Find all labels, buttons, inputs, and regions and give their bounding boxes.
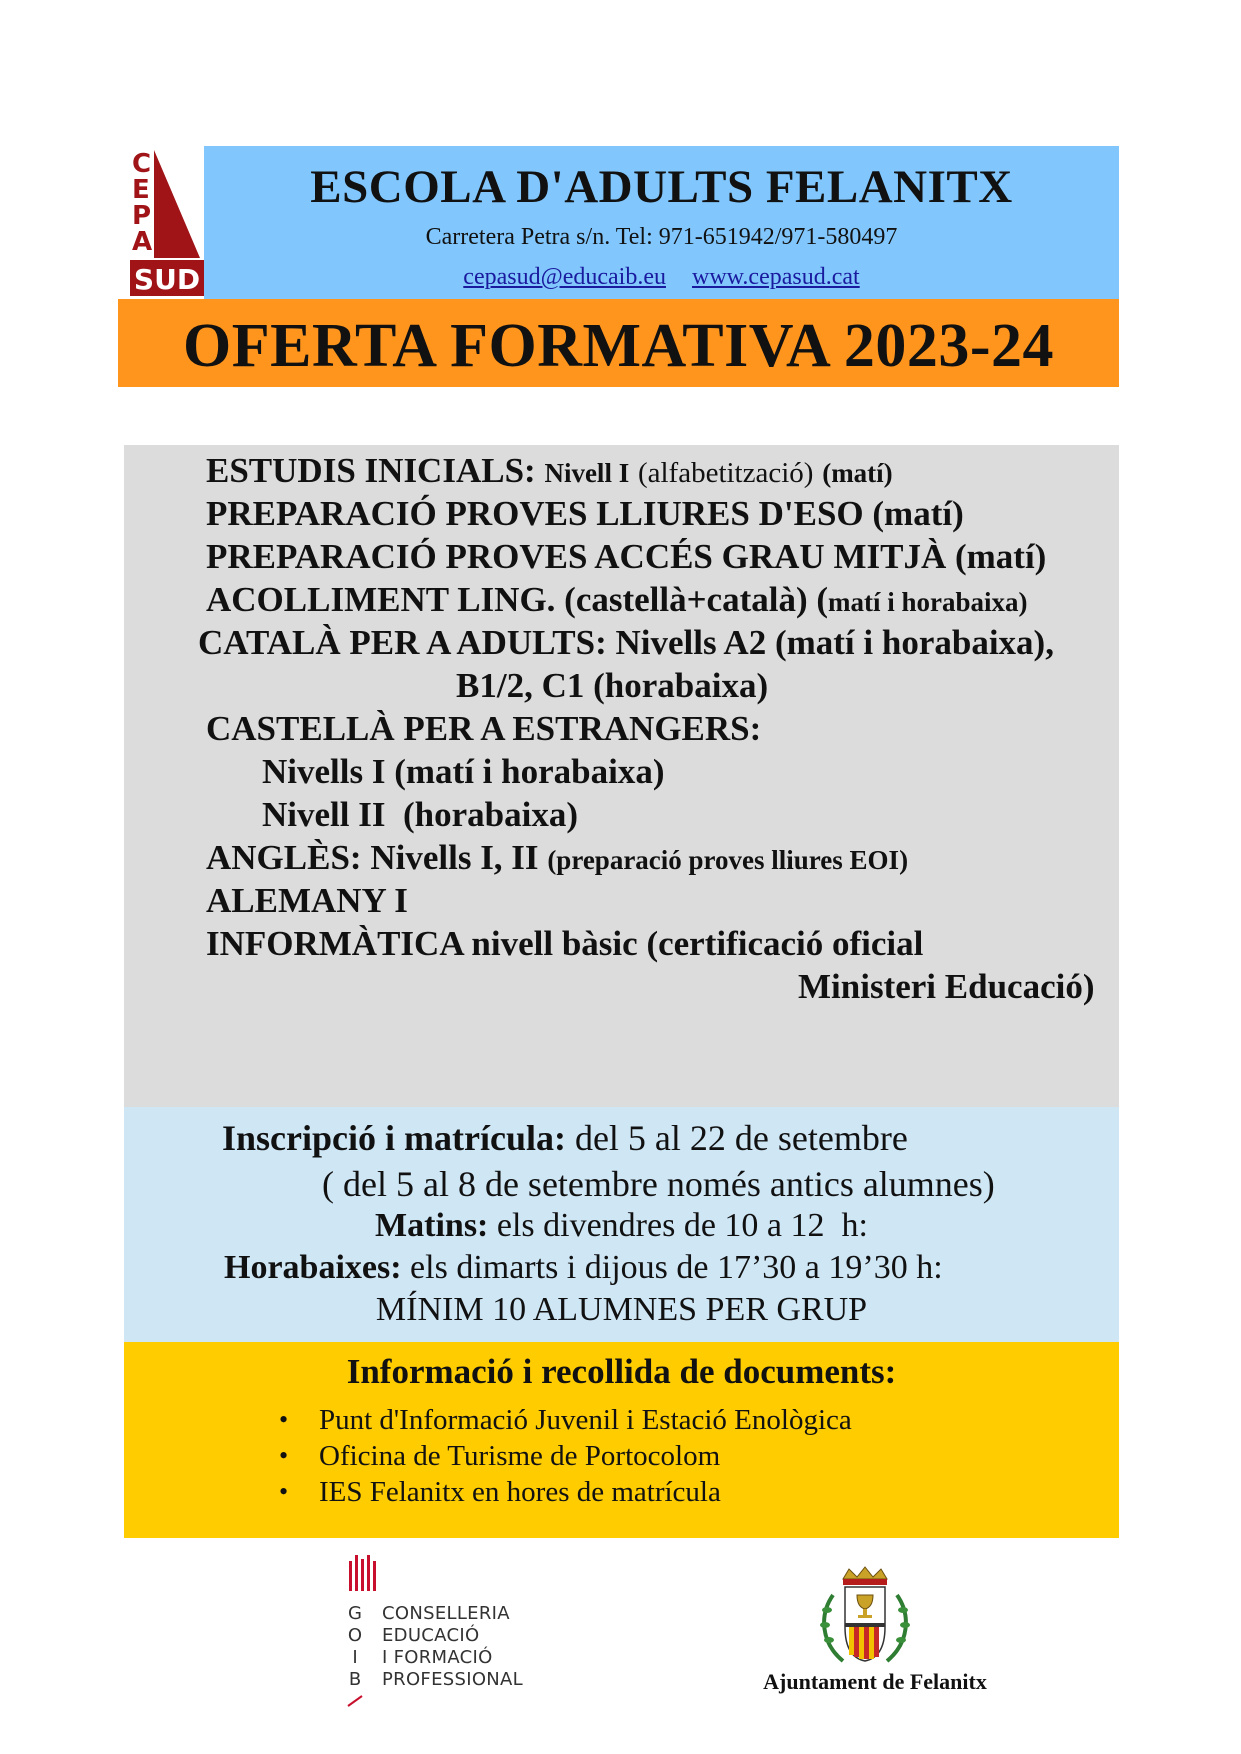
email-link[interactable]: cepasud@educaib.eu bbox=[463, 264, 666, 290]
course-estudis-inicials: ESTUDIS INICIALS: Nivell I (alfabetització) (matí) bbox=[206, 451, 893, 490]
course-informatica-line1: INFORMÀTICA nivell bàsic (certificació oficial bbox=[206, 924, 924, 963]
list-item: • IES Felanitx en hores de matrícula bbox=[279, 1474, 852, 1510]
svg-text:A: A bbox=[132, 227, 153, 257]
course-catala-line2: B1/2, C1 (horabaixa) bbox=[456, 666, 769, 705]
course-castella-level2: Nivell II (horabaixa) bbox=[262, 795, 578, 834]
cepa-sud-logo bbox=[130, 146, 204, 296]
offer-title: OFERTA FORMATIVA 2023-24 bbox=[183, 312, 1054, 380]
goib-logo bbox=[345, 1555, 565, 1715]
course-castella-title: CASTELLÀ PER A ESTRANGERS: bbox=[206, 709, 762, 748]
website-link[interactable]: www.cepasud.cat bbox=[691, 264, 860, 290]
svg-text:C: C bbox=[132, 149, 152, 179]
svg-text:SUD: SUD bbox=[133, 263, 201, 296]
minimum-students: MÍNIM 10 ALUMNES PER GRUP bbox=[375, 1291, 868, 1328]
goib-letters: G O I B bbox=[347, 1603, 363, 1690]
course-castella-level1: Nivells I (matí i horabaixa) bbox=[262, 752, 665, 791]
ajuntament-logo bbox=[745, 1565, 1005, 1705]
course-catala-line1: CATALÀ PER A ADULTS: Nivells A2 (matí i horabaixa), bbox=[198, 623, 1054, 662]
course-informatica-line2: Ministeri Educació) bbox=[798, 967, 1095, 1006]
list-item: • Punt d'Informació Juvenil i Estació Enològica bbox=[279, 1402, 852, 1438]
goib-department: CONSELLERIA EDUCACIÓ I FORMACIÓ PROFESSIONAL bbox=[382, 1603, 523, 1690]
enrollment-dates: Inscripció i matrícula: del 5 al 22 de setembre bbox=[222, 1118, 908, 1158]
list-item: • Oficina de Turisme de Portocolom bbox=[279, 1438, 852, 1474]
enrollment-panel bbox=[124, 1107, 1119, 1342]
svg-text:P: P bbox=[132, 201, 152, 231]
offer-banner bbox=[118, 299, 1119, 387]
contact-links bbox=[204, 264, 1119, 291]
enrollment-afternoons: Horabaixes: els dimarts i dijous de 17’30 a 19’30 h: bbox=[224, 1249, 943, 1286]
course-grau-mitja: PREPARACIÓ PROVES ACCÉS GRAU MITJÀ (matí) bbox=[206, 537, 1047, 576]
ajuntament-name: Ajuntament de Felanitx bbox=[763, 1669, 987, 1694]
school-name: ESCOLA D'ADULTS FELANITX bbox=[310, 161, 1013, 213]
info-list bbox=[279, 1402, 852, 1510]
course-alemany: ALEMANY I bbox=[206, 881, 408, 920]
info-panel bbox=[124, 1342, 1119, 1538]
enrollment-note: ( del 5 al 8 de setembre només antics alumnes) bbox=[322, 1164, 995, 1204]
info-title: Informació i recollida de documents: bbox=[346, 1352, 897, 1391]
goib-flag-icon bbox=[349, 1555, 377, 1593]
svg-text:E: E bbox=[132, 175, 150, 205]
goib-slash-icon bbox=[347, 1695, 363, 1707]
course-eso: PREPARACIÓ PROVES LLIURES D'ESO (matí) bbox=[206, 494, 964, 533]
header-banner bbox=[204, 146, 1119, 299]
course-angles: ANGLÈS: Nivells I, II (preparació proves lliures EOI) bbox=[206, 838, 909, 877]
school-address: Carretera Petra s/n. Tel: 971-651942/971-580497 bbox=[425, 224, 898, 250]
coat-of-arms-icon bbox=[813, 1565, 917, 1669]
course-acolliment: ACOLLIMENT LING. (castellà+català) (matí i horabaixa) bbox=[206, 580, 1028, 619]
enrollment-mornings: Matins: els divendres de 10 a 12 h: bbox=[375, 1207, 868, 1244]
courses-panel bbox=[124, 445, 1119, 1107]
